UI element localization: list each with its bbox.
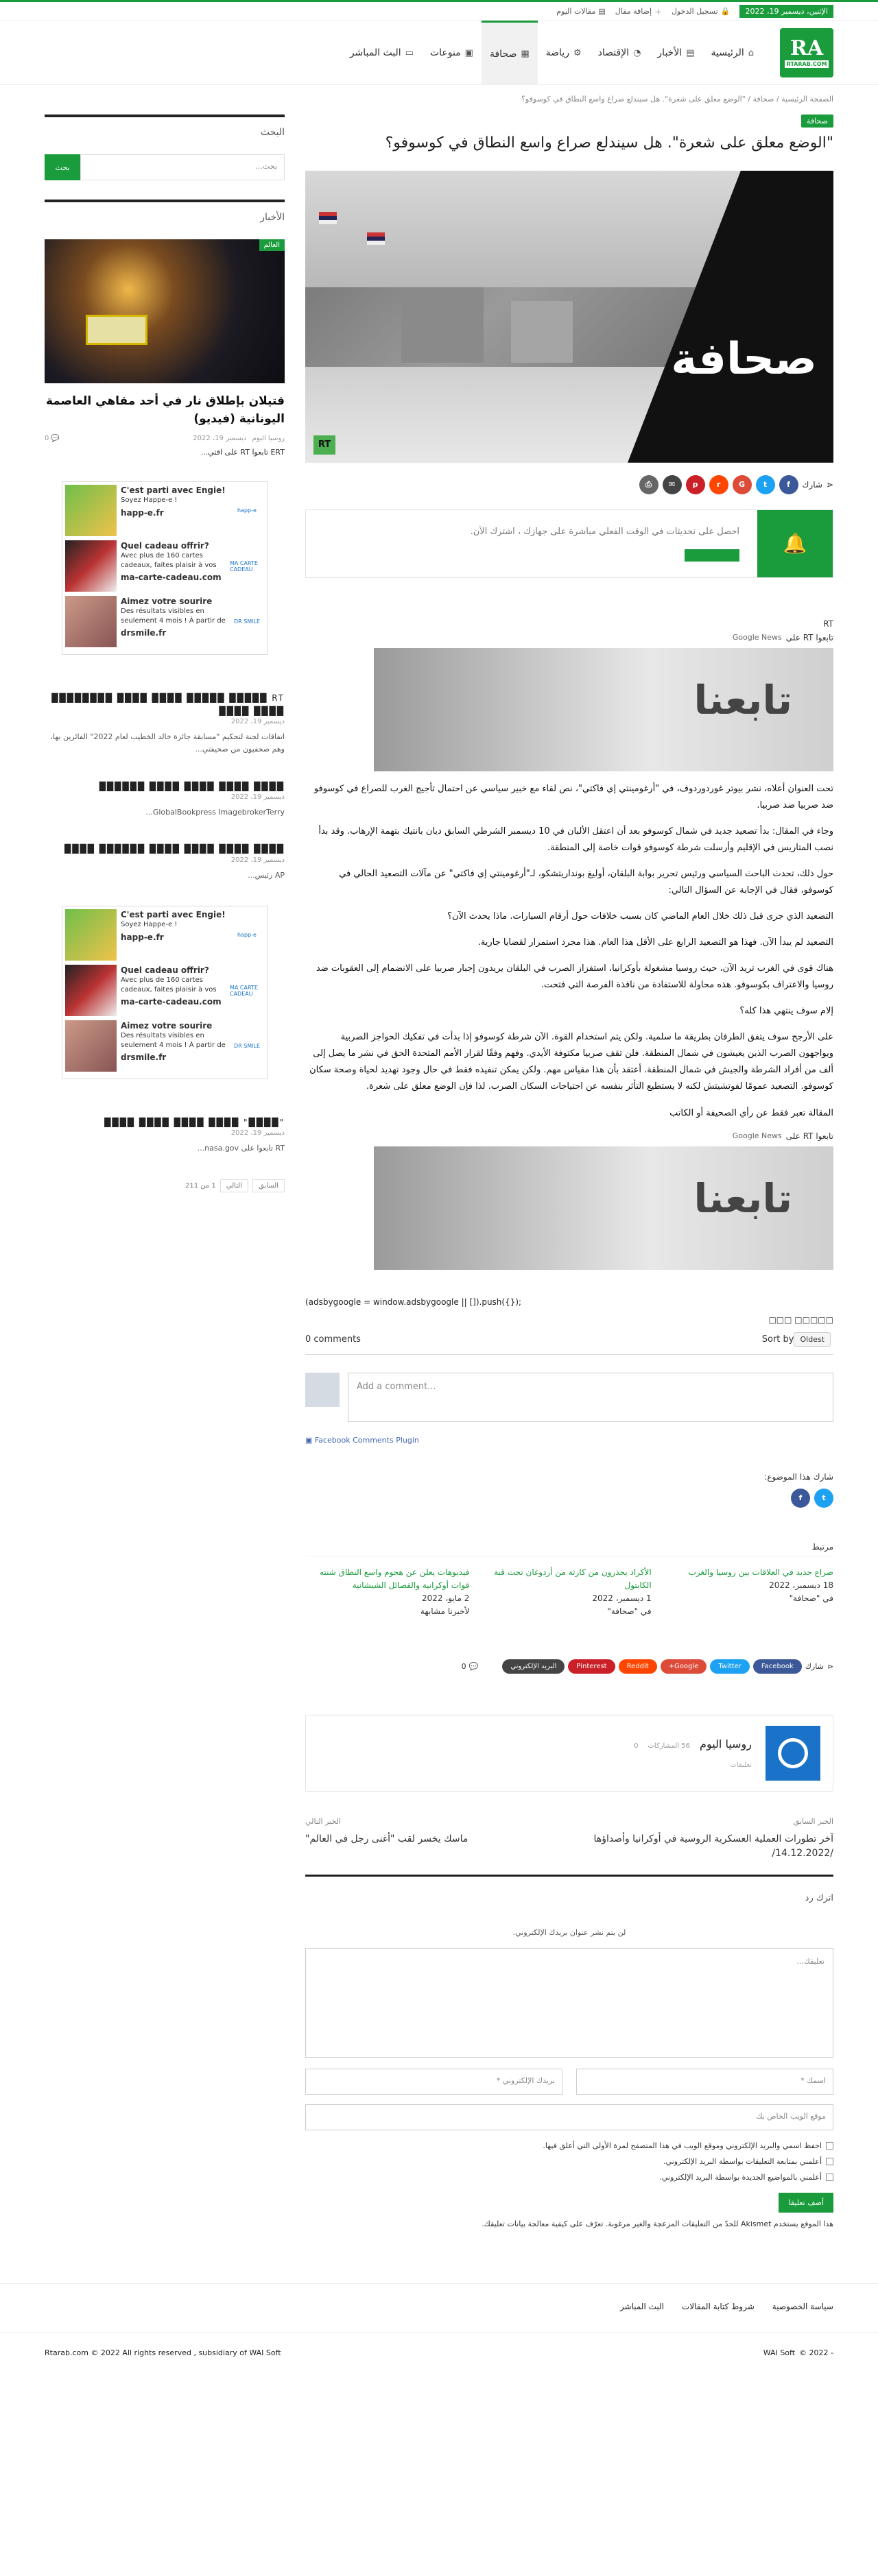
notification-text: احصل على تحديثات في الوقت الفعلي مباشرة على جهازك ، اشترك الآن. xyxy=(470,526,739,537)
nav-live[interactable]: ▭ البث المباشر xyxy=(349,47,414,58)
author-name[interactable]: روسيا اليوم xyxy=(700,1737,752,1751)
share-topic-label: شارك هذا الموضوع: xyxy=(764,1471,833,1482)
paragraph: على الأرجح سوف يتفق الطرفان بطريقة ما سلمية. ولكن يتم استخدام القوة. الآن شرطة كوسوفو إذا بدأت في تفكيك الحواجز الصربية ويواجهون الصرب الذين يعيشون في شمال المنطقة. فلن تقف صربيا مكتوفة الأيدي. وفهم وفقًا لقرار الأمم المتحدة الحق في نشر ما يصل إلى ألف من أفراد الشرطة والجيش في شمال المنطقة. أعتقد بأن هذا مقياس مهم. ولكن يمكن تنفيذه فقط في حال وجود تهديد لحياة وصحة سكان كوسوفو. التصعيد عمومًا لفوتشيتش لكنه لا يستطيع التأثر بنفسه عن احتياجات السكان الصرب. لذا فإن الوضع معلق على شعرة. xyxy=(309,1032,833,1092)
nav-press[interactable]: ▦ صحافة xyxy=(482,21,538,85)
ad-block[interactable]: C'est parti avec Engie! Soyez Happe-e ! happ-e.fr happ-e Quel cadeau offrir? Avec plus de 160 cartes cadeaux, faites plaisir à vos ma-carte-cadeau.com MA CARTE CADEAU Aimez votre sourire Des résultats visibles en seulement 4 mois ! À partir de drsmile.fr DR SMILE xyxy=(62,906,268,1079)
email-button[interactable]: البريد الإلكتروني xyxy=(502,1659,565,1674)
facebook-icon: ▣ xyxy=(305,1435,315,1445)
prev-page-button[interactable]: السابق xyxy=(252,1179,285,1192)
reddit-button[interactable]: Reddit xyxy=(619,1659,657,1674)
comment-textarea[interactable]: تعليقك... xyxy=(305,1948,833,2058)
bell-icon: 🔔 xyxy=(757,510,833,577)
google-news-icon: Google News xyxy=(732,1131,782,1141)
avatar xyxy=(305,1373,340,1407)
submit-comment-button[interactable]: أضف تعليقا xyxy=(779,2193,833,2213)
news-icon: ▤ xyxy=(598,7,606,16)
google-button[interactable]: Google+ xyxy=(661,1659,707,1674)
follow-line[interactable]: تابعوا RT على Google News xyxy=(732,632,833,642)
paragraph: إلام سوف ينتهي هذا كله؟ xyxy=(739,1006,833,1017)
share-bar: ⋖ شارك Facebook Twitter Google+ Reddit Pinterest البريد الإلكتروني 💬 0 xyxy=(305,1659,833,1674)
pie-chart-icon: ◔ xyxy=(633,47,641,58)
print-share-icon[interactable]: ⎙ xyxy=(639,475,658,494)
featured-title[interactable]: قتيلان بإطلاق نار في أحد مقاهي العاصمة اليونانية (فيديو) xyxy=(45,394,285,426)
list-item[interactable]: ████ ████ ████ ████ ██████ ديسمبر 19، 2022 GlobalBookpress ImagebrokerTerry... xyxy=(99,781,285,817)
author-comments: 0 xyxy=(634,1742,639,1750)
notify-posts-checkbox[interactable]: أعلمني بالمواضيع الجديدة بواسطة البريد الإلكتروني. xyxy=(305,2173,833,2182)
search-button[interactable]: بحث xyxy=(45,154,80,180)
comment-icon: 💬 xyxy=(468,1662,479,1672)
twitter-icon[interactable]: t xyxy=(814,1489,833,1508)
related-item[interactable]: الأكراد يحذرون من كارثة من أردوغان تحت قبة الكابتول 1 ديسمبر، 2022 في "صحافة" xyxy=(494,1567,652,1617)
twitter-button[interactable]: Twitter xyxy=(710,1659,750,1674)
comment-composer xyxy=(305,1373,833,1422)
related-posts xyxy=(305,1566,833,1619)
related-title: مرتبط xyxy=(305,1542,833,1556)
subscribe-button[interactable] xyxy=(685,549,739,562)
comment-count: 0 xyxy=(461,1662,466,1672)
date-badge: الإثنين، ديسمبر 19، 2022 xyxy=(739,5,833,18)
ball-icon: ⚙ xyxy=(573,47,582,58)
search-title: البحث xyxy=(45,115,285,138)
nav-economy[interactable]: ◔ الإقتصاد xyxy=(597,47,641,58)
paragraph: هناك قوى في الغرب تريد الآن، حيث روسيا مشغولة بأوكرانيا، استفزاز الصرب في البلقان يريدون إجبار صربيا على الانضمام إلى العقوبات ضد روسيا والاعتراف بكوسوفو. هذه محاولة للاستفادة من نافذة الفرصة التي فتحت. xyxy=(316,963,833,991)
source-label: RT xyxy=(823,618,833,629)
featured-date: ديسمبر 19، 2022 xyxy=(193,435,247,442)
ad-thumb xyxy=(65,596,117,647)
ad-thumb xyxy=(65,909,117,961)
lock-icon: 🔒 xyxy=(720,7,731,16)
featured-tag[interactable]: العالم xyxy=(259,239,285,251)
sidebar: البحث بحث... بحث الأخبار العالم قتيلان بإطلاق نار في أحد مقاهي العاصمة اليونانية (فيديو) روسيا اليوم ديسمبر 19، 2022 💬 0 ERT تابعوا RT على اقتي... C'est parti avec Engie! Soyez Happe-e ! happ-e.fr happ-e Quel cadeau offrir? Avec plus de 160 cartes cadeaux, faites plaisir à vos ma-carte-cadeau.com MA CARTE CADEAU Aimez votre sourire Des résultats visibles en seulement 4 mois ! À partir de drsmile.fr DR SMILE RT █████ █████ ████ ████ ████████ ████ ████ ديسمبر 19، 2022 اتفاقات لجنة لتحكيم "مسابقة جائزة خالد الخطيب لعام 2022" الفائزين بها، وهم صحفيون من صحيفتي... ████ ████ ████ ████ ██████ ديسمبر 19، 2022 GlobalBookpress ImagebrokerTerry... ████ ████ ████ ████ ██████ ████ ديسمبر 19، 2022 AP رئيس... C'est parti avec Engie! Soyez Happe-e ! happ-e.fr happ-e Quel cadeau offrir? Avec plus de 160 cartes cadeaux, faites plaisir à vos ma-carte-cadeau.com MA CARTE CADEAU Aimez votre sourire Des résultats visibles en seulement 4 mois ! À partir de drsmile.fr DR SMILE "████" ████ ████ ████ ████ ديسمبر 19، 2022 RT تابعوا على nasa.gov... السابق التالي 1 من 211 xyxy=(45,115,285,2283)
save-info-checkbox[interactable]: احفظ اسمي والبريد الإلكتروني وموقع الويب في هذا المتصفح لمرة الأولى التي أعلق فيها. xyxy=(305,2141,833,2150)
nav-sports[interactable]: ⚙ رياضة xyxy=(545,47,582,58)
paragraph: التصعيد الذي جرى قبل ذلك خلال العام الماضي كان بسبب خلافات حول أرقام السيارات. ماذا يحدث الآن؟ xyxy=(447,911,833,922)
login-link[interactable]: 🔒 تسجيل الدخول xyxy=(672,7,731,16)
featured-image[interactable] xyxy=(45,239,285,383)
next-post-link[interactable]: الخبر التالي ماسك يخسر لقب "أغنى رجل في العالم" xyxy=(305,1817,468,1844)
tv-icon: ▭ xyxy=(405,47,414,58)
related-item[interactable]: صراع جديد في العلاقات بين روسيا والغرب 18 ديسمبر، 2022 في "صحافة" xyxy=(688,1567,833,1603)
footer xyxy=(0,2283,878,2332)
notify-comments-checkbox[interactable]: أعلمني بمتابعة التعليقات بواسطة البريد الإلكتروني. xyxy=(305,2157,833,2166)
footer-company-link[interactable]: WAI Soft xyxy=(763,2348,796,2358)
ad-script-text: (adsbygoogle = window.adsbygoogle || []).push({}); xyxy=(305,1297,522,1307)
email-field[interactable]: بريدك الإلكتروني * xyxy=(305,2069,562,2095)
ad-thumb xyxy=(65,540,117,592)
copyright: Rtarab.com © 2022 All rights reserved , subsidiary of WAI Soft xyxy=(45,2348,281,2358)
list-item[interactable]: RT █████ █████ ████ ████ ████████ ████ ████ ديسمبر 19، 2022 اتفاقات لجنة لتحكيم "مسابقة جائزة خالد الخطيب لعام 2022" الفائزين بها، وهم صحفيون من صحيفتي... xyxy=(50,693,285,754)
next-page-button[interactable]: التالي xyxy=(220,1179,248,1192)
share-row xyxy=(305,463,833,507)
footer-bottom xyxy=(0,2332,878,2373)
facebook-button[interactable]: Facebook xyxy=(753,1659,802,1674)
footer-link-live[interactable]: البث المباشر xyxy=(619,2301,664,2311)
footer-link-privacy[interactable]: سياسة الخصوصية xyxy=(772,2301,833,2311)
reply-note: لن يتم نشر عنوان بريدك الإلكتروني. xyxy=(512,1927,626,1937)
share-icon: ⋖ xyxy=(826,479,833,490)
category-badge[interactable]: صحافة xyxy=(801,115,833,128)
facebook-share-icon[interactable]: f xyxy=(779,475,798,494)
paragraph: التصعيد لم يبدأ الآن. فهذا هو التصعيد الرابع على الأقل هذا العام. هذا مجرد استمرار لقضايا جارية. xyxy=(477,937,833,948)
post-navigation xyxy=(305,1816,833,1877)
rt-badge: RT xyxy=(313,435,335,455)
sort-dropdown[interactable]: Oldest xyxy=(794,1332,831,1347)
author-desc: تعليقات xyxy=(730,1761,752,1770)
hero-image xyxy=(305,171,833,463)
pinterest-button[interactable]: Pinterest xyxy=(568,1659,615,1674)
twitter-share-icon[interactable]: t xyxy=(756,475,775,494)
follow-banner[interactable]: تابعنا xyxy=(374,1146,833,1270)
list-item[interactable]: "████" ████ ████ ████ ████ ديسمبر 19، 2022 RT تابعوا على nasa.gov... xyxy=(104,1118,285,1153)
author-posts: 56 المشاركات xyxy=(648,1742,691,1750)
comments-count: 0 comments xyxy=(305,1334,361,1345)
facebook-icon[interactable]: f xyxy=(791,1489,810,1508)
ad-thumb xyxy=(65,1020,117,1072)
page-info: 1 من 211 xyxy=(185,1181,216,1190)
site-header xyxy=(0,21,878,85)
follow-line[interactable]: تابعوا RT على Google News xyxy=(732,1131,833,1141)
breadcrumb[interactable]: الصفحة الرئيسية / صحافة / "الوضع معلق على شعرة". هل سيندلع صراع واسع النطاق في كوسوفو؟ xyxy=(521,95,833,104)
footer-link-terms[interactable]: شروط كتابة المقالات xyxy=(682,2301,755,2311)
add-article-link[interactable]: ＋ إضافة مقال xyxy=(615,7,662,16)
top-bar xyxy=(0,0,878,21)
today-articles-link[interactable]: ▤ مقالات اليوم xyxy=(556,7,606,16)
file-icon: ▦ xyxy=(521,49,530,59)
author-logo[interactable] xyxy=(766,1726,820,1781)
share-topic-buttons xyxy=(305,1489,833,1508)
pinterest-share-icon[interactable]: p xyxy=(686,475,705,494)
featured-excerpt: ERT تابعوا RT على اقتي... xyxy=(200,448,285,457)
home-icon: ⌂ xyxy=(748,47,754,58)
website-field[interactable]: موقع الويب الخاص بك xyxy=(305,2104,833,2130)
comment-input[interactable]: Add a comment... xyxy=(348,1373,833,1422)
article-title: "الوضع معلق على شعرة". هل سيندلع صراع واسع النطاق في كوسوفو؟ xyxy=(385,134,833,152)
paragraph: حول ذلك، تحدث الباحث السياسي ورئيس تحرير بوابة البلقان، أوليغ بونداريتشكو، لـ"أرغومينتي إي فاكتي" عن مآلات التصعيد الحالي في كوسوفو، فقال في الإجابة عن السؤال التالي: xyxy=(339,868,833,896)
facebook-plugin-link[interactable]: ▣ Facebook Comments Plugin xyxy=(305,1435,419,1445)
pagination xyxy=(45,1179,285,1192)
name-field[interactable]: اسمك * xyxy=(576,2069,833,2095)
comments-bar: 0 comments Sort by Oldest xyxy=(305,1325,833,1355)
newspaper-icon: ▤ xyxy=(686,47,695,58)
nav-home[interactable]: ⌂ الرئيسية xyxy=(711,47,754,58)
footer-year: - 2022 © xyxy=(799,2348,833,2358)
featured-author[interactable]: روسيا اليوم xyxy=(252,435,285,442)
email-share-icon[interactable]: ✉ xyxy=(663,475,682,494)
reply-title: اترك رد xyxy=(805,1892,833,1903)
author-box xyxy=(305,1715,833,1792)
share-label: شارك xyxy=(802,479,822,490)
paragraph: وجاء في المقال: بدأ تصعيد جديد في شمال كوسوفو بعد أن اعتقل الألبان في 10 ديسمبر الشرطي السابق ديان بانتيك بتهمة الإرهاب. وقد بدأ نصب المتاريس في الإقليم وأرسلت شرطة كوسوفو قوات خاصة إلى المنطقة. xyxy=(318,826,833,853)
ad-thumb xyxy=(65,965,117,1016)
paragraph: المقالة تعبر فقط عن رأي الصحيفة أو الكاتب xyxy=(669,1107,833,1118)
search-input[interactable]: بحث... xyxy=(80,154,285,180)
nav-news[interactable]: ▤ الأخبار xyxy=(657,47,695,58)
dots: □□□□□ □□□ xyxy=(768,1314,833,1325)
article-content xyxy=(305,115,833,2283)
hero-word: صحافة xyxy=(671,333,817,385)
share-icon: ⋖ xyxy=(827,1662,833,1672)
plus-icon: ＋ xyxy=(654,7,662,16)
akismet-note: هذا الموقع يستخدم Akismet للحدّ من التعليقات المزعجة والغير مرغوبة. تعرّف على كيفية معالجة بيانات تعليقك. xyxy=(482,2219,833,2228)
prev-post-link[interactable]: الخبر السابق آخر تطورات العملية العسكرية الروسية في أوكرانيا وأصداؤها /14.12.2022/ xyxy=(593,1817,833,1859)
google-news-icon: Google News xyxy=(732,633,782,642)
notification-box xyxy=(305,509,833,578)
ad-block[interactable]: C'est parti avec Engie! Soyez Happe-e ! happ-e.fr happ-e Quel cadeau offrir? Avec plus de 160 cartes cadeaux, faites plaisir à vos ma-carte-cadeau.com MA CARTE CADEAU Aimez votre sourire Des résultats visibles en seulement 4 mois ! À partir de drsmile.fr DR SMILE xyxy=(62,481,268,655)
related-item[interactable]: فيديوهات يعلن عن هجوم واسع النطاق شنته قوات أوكرانية والفصائل الشيشانية 2 مايو، 2022 لأخبرنا مشابهة xyxy=(320,1567,470,1617)
site-logo[interactable]: RA RTARAB.COM xyxy=(780,28,833,77)
comment-icon: 💬 xyxy=(51,435,60,442)
google-share-icon[interactable]: G xyxy=(733,475,752,494)
comments-icon: ▣ xyxy=(464,47,473,58)
news-title: الأخبار xyxy=(45,200,285,223)
paragraph: تحت العنوان أعلاه، نشر بيوتر غوردوردوف، في "أرغومينتي إي فاكتي"، نص لقاء مع خبير سياسي عن احتمال تأجيج الغرب للصراع في كوسوفو ضد صربيا ضد صربيا. xyxy=(313,783,833,810)
list-item[interactable]: ████ ████ ████ ████ ██████ ████ ديسمبر 19، 2022 AP رئيس... xyxy=(64,844,285,880)
nav-misc[interactable]: ▣ منوعات xyxy=(429,47,473,58)
ad-thumb xyxy=(65,485,117,536)
main-nav xyxy=(342,21,762,85)
reddit-share-icon[interactable]: r xyxy=(709,475,728,494)
follow-banner[interactable]: تابعنا xyxy=(374,648,833,771)
